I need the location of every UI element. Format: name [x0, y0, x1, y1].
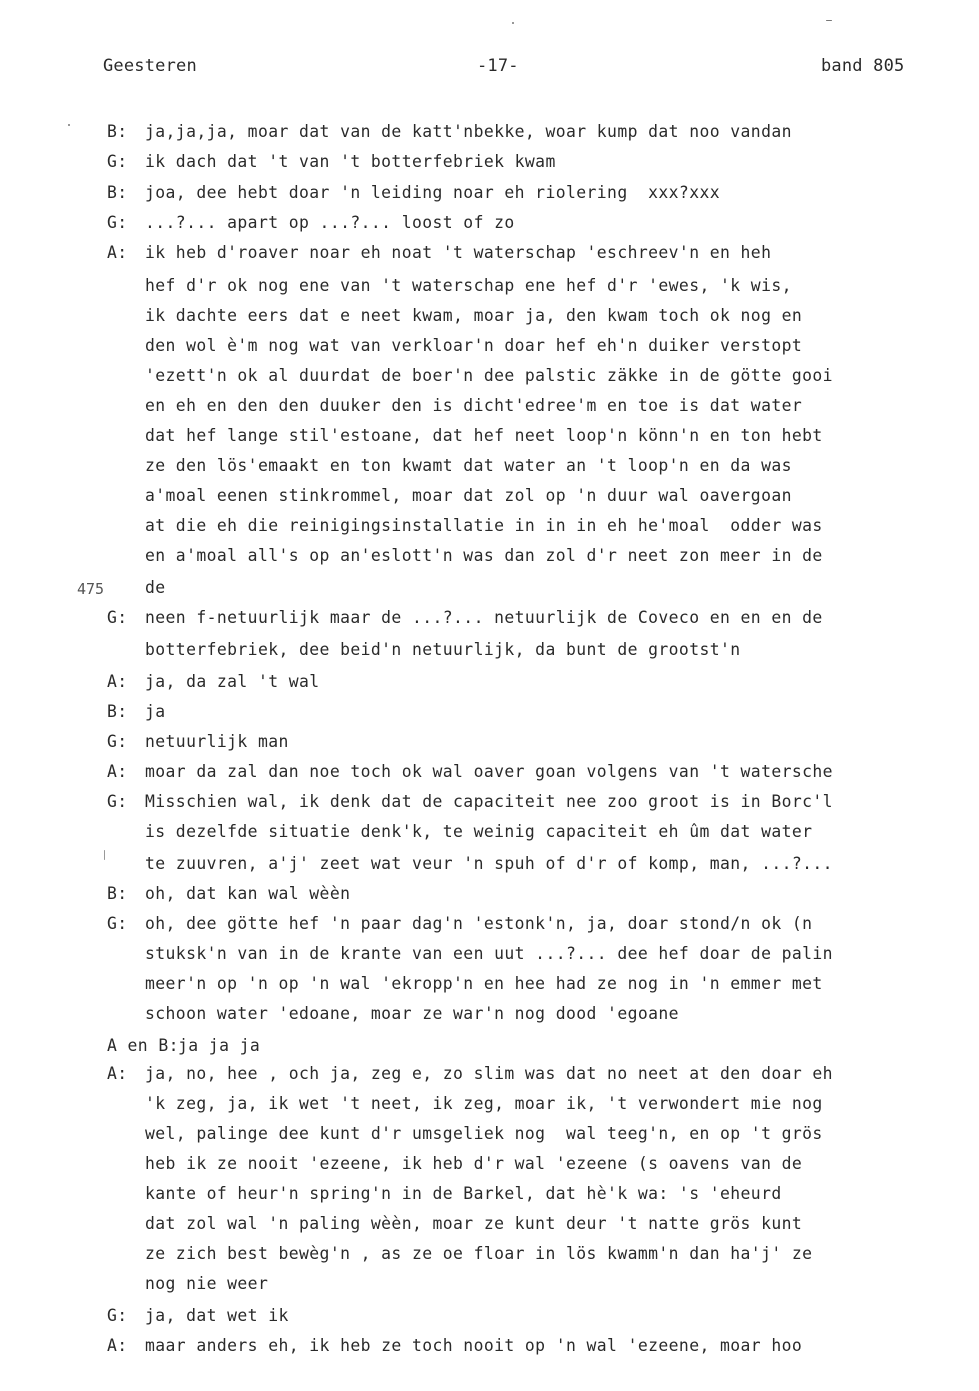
utterance-text: hef d'r ok nog ene van 't waterschap ene hef d'r 'ewes, 'k wis, — [145, 276, 792, 295]
utterance-text: ze den lös'emaakt en ton kwamt dat water an 't loop'n en da was — [145, 456, 792, 475]
utterance-text: 'ezett'n ok al duurdat de boer'n dee palstic zäkke in de götte gooi — [145, 366, 833, 385]
utterance-text: oh, dat kan wal wèèn — [145, 884, 351, 903]
utterance-text: ja, no, hee , och ja, zeg e, zo slim was dat no neet at den doar eh — [145, 1064, 833, 1083]
utterance-text: de — [145, 578, 166, 597]
utterance-text: netuurlijk man — [145, 732, 289, 751]
speaker-label: A: — [107, 672, 128, 691]
utterance-text: moar da zal dan noe toch ok wal oaver goan volgens van 't watersche — [145, 762, 833, 781]
utterance-text: a'moal eenen stinkrommel, moar dat zol op 'n duur wal oavergoan — [145, 486, 792, 505]
utterance-text: oh, dee götte hef 'n paar dag'n 'estonk'n, ja, doar stond/n ok (n — [145, 914, 813, 933]
utterance-text: wel, palinge dee kunt d'r umsgeliek nog wal teeg'n, en op 't grös — [145, 1124, 823, 1143]
scan-speck — [512, 22, 514, 24]
speaker-label: A: — [107, 1064, 128, 1083]
speaker-label: A: — [107, 1336, 128, 1355]
utterance-text: kante of heur'n spring'n in de Barkel, dat hè'k wa: 's 'eheurd — [145, 1184, 782, 1203]
utterance-text: ...?... apart op ...?... loost of zo — [145, 213, 515, 232]
utterance-text: ik dachte eers dat e neet kwam, moar ja, den kwam toch ok nog en — [145, 306, 803, 325]
speaker-label: A en B: — [107, 1036, 179, 1055]
speaker-label: B: — [107, 702, 128, 721]
utterance-text: 'k zeg, ja, ik wet 't neet, ik zeg, moar ik, 't verwondert mie nog — [145, 1094, 823, 1113]
utterance-text: heb ik ze nooit 'ezeene, ik heb d'r wal 'ezeene (s oavens van de — [145, 1154, 803, 1173]
utterance-text: en a'moal all's op an'eslott'n was dan zol d'r neet zon meer in de — [145, 546, 823, 565]
speaker-label: G: — [107, 608, 128, 627]
utterance-text: den wol è'm nog wat van verkloar'n doar hef eh'n duiker verstopt — [145, 336, 803, 355]
utterance-text: en eh en den den duuker den is dicht'edree'm en toe is dat water — [145, 396, 803, 415]
margin-tape-counter: 475 — [77, 580, 105, 598]
utterance-text: neen f-netuurlijk maar de ...?... netuurlijk de Coveco en en en de — [145, 608, 823, 627]
speaker-label: G: — [107, 914, 128, 933]
utterance-text: joa, dee hebt doar 'n leiding noar eh riolering xxx?xxx — [145, 183, 721, 202]
scan-speck — [826, 20, 832, 21]
utterance-text: ja,ja,ja, moar dat van de katt'nbekke, woar kump dat noo vandan — [145, 122, 792, 141]
speaker-label: A: — [107, 243, 128, 262]
scan-speck — [104, 850, 105, 860]
utterance-text: at die eh die reinigingsinstallatie in in in eh he'moal odder was — [145, 516, 823, 535]
header-place: Geesteren — [103, 56, 197, 76]
utterance-text: dat hef lange stil'estoane, dat hef neet loop'n könn'n en ton hebt — [145, 426, 823, 445]
header-page-number: -17- — [477, 56, 519, 76]
header-band: band 805 — [821, 56, 905, 76]
utterance-text: ja — [145, 702, 166, 721]
speaker-label: G: — [107, 792, 128, 811]
utterance-text: ja, da zal 't wal — [145, 672, 320, 691]
speaker-label: B: — [107, 884, 128, 903]
utterance-text: ik heb d'roaver noar eh noat 't waterschap 'eschreev'n en heh — [145, 243, 772, 262]
speaker-label: G: — [107, 1306, 128, 1325]
utterance-text: nog nie weer — [145, 1274, 269, 1293]
utterance-text: schoon water 'edoane, moar ze war'n nog dood 'egoane — [145, 1004, 679, 1023]
utterance-text: ja, dat wet ik — [145, 1306, 289, 1325]
utterance-text: maar anders eh, ik heb ze toch nooit op 'n wal 'ezeene, moar hoo — [145, 1336, 803, 1355]
scan-speck — [68, 124, 70, 126]
utterance-text: ik dach dat 't van 't botterfebriek kwam — [145, 152, 556, 171]
speaker-label: G: — [107, 732, 128, 751]
utterance-text: Misschien wal, ik denk dat de capaciteit nee zoo groot is in Borc'l — [145, 792, 833, 811]
utterance-text: meer'n op 'n op 'n wal 'ekropp'n en hee had ze nog in 'n emmer met — [145, 974, 823, 993]
speaker-label: G: — [107, 213, 128, 232]
utterance-text: dat zol wal 'n paling wèèn, moar ze kunt deur 't natte grös kunt — [145, 1214, 803, 1233]
utterance-text: te zuuvren, a'j' zeet wat veur 'n spuh of d'r of komp, man, ...?... — [145, 854, 833, 873]
speaker-label: A: — [107, 762, 128, 781]
utterance-text: is dezelfde situatie denk'k, te weinig capaciteit eh ûm dat water — [145, 822, 813, 841]
utterance-text: stuksk'n van in de krante van een uut ...?... dee hef doar de palin — [145, 944, 833, 963]
speaker-label: G: — [107, 152, 128, 171]
speaker-label: B: — [107, 122, 128, 141]
utterance-text: ja ja ja — [178, 1036, 261, 1055]
speaker-label: B: — [107, 183, 128, 202]
utterance-text: botterfebriek, dee beid'n netuurlijk, da bunt de grootst'n — [145, 640, 741, 659]
utterance-text: ze zich best bewèg'n , as ze oe floar in lös kwamm'n dan ha'j' ze — [145, 1244, 813, 1263]
